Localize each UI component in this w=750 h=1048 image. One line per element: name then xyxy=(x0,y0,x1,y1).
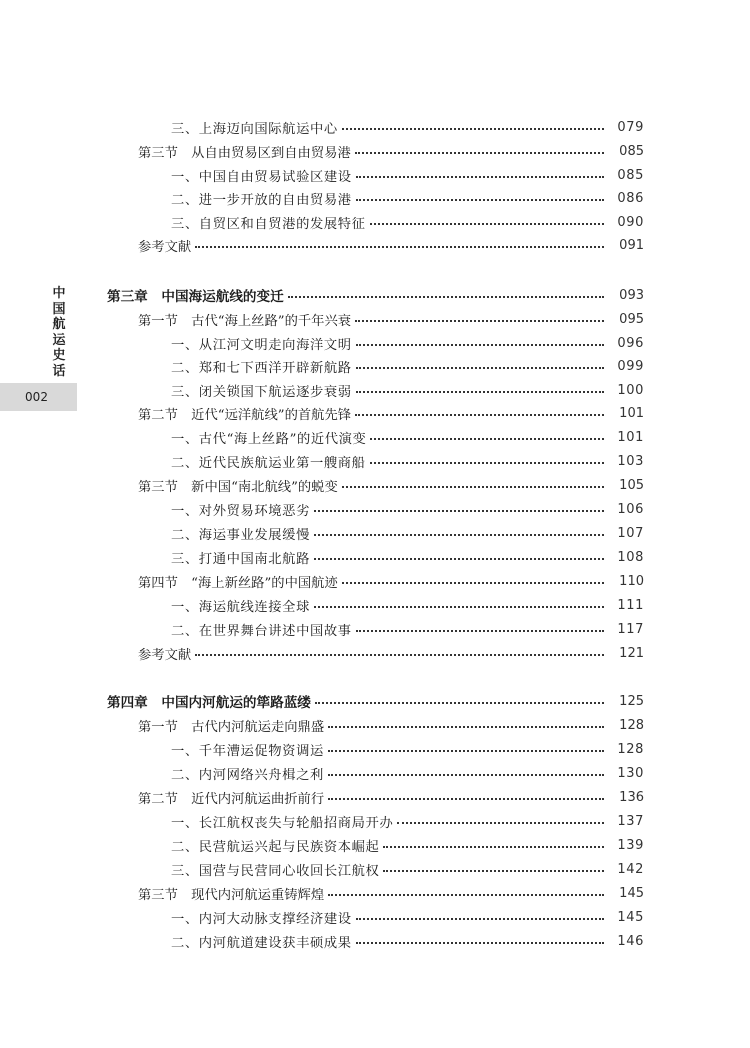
toc-entry-section xyxy=(138,141,644,161)
toc-entry-item xyxy=(171,763,644,783)
toc-entry-page: 125 xyxy=(619,693,644,709)
toc-entry-item xyxy=(171,811,644,831)
toc-entry-item xyxy=(171,739,644,759)
dot-leader xyxy=(356,391,604,393)
toc-entry-section xyxy=(138,403,644,423)
toc-entry-section xyxy=(138,787,644,807)
toc-entry-item xyxy=(171,835,644,855)
toc-entry-section xyxy=(138,309,644,329)
toc-entry-title: 第一节 古代内河航运走向鼎盛 xyxy=(138,719,325,735)
dot-leader xyxy=(328,726,604,728)
dot-leader xyxy=(195,246,604,248)
toc-entry-title: 第二节 近代“远洋航线”的首航先锋 xyxy=(138,407,352,423)
toc-entry-title: 第三节 从自由贸易区到自由贸易港 xyxy=(138,145,351,161)
dot-leader xyxy=(342,582,604,584)
toc-entry-item xyxy=(171,619,644,639)
toc-entry-title: 一、从江河文明走向海洋文明 xyxy=(171,337,352,353)
toc-entry-page: 091 xyxy=(619,237,644,253)
toc-entry-page: 090 xyxy=(617,214,644,230)
dot-leader xyxy=(356,918,604,920)
toc-entry-item xyxy=(171,547,644,567)
dot-leader xyxy=(342,128,604,130)
toc-entry-title: 一、中国自由贸易试验区建设 xyxy=(171,169,352,185)
toc-entry-section xyxy=(138,571,644,591)
toc-entry-page: 103 xyxy=(617,453,644,469)
toc-entry-page: 145 xyxy=(619,885,644,901)
toc-entry-item xyxy=(171,499,644,519)
toc-entry-page: 145 xyxy=(617,909,644,925)
toc-entry-item xyxy=(171,907,644,927)
toc-entry-ref xyxy=(138,235,644,255)
dot-leader xyxy=(370,438,604,440)
toc-entry-title: 一、古代“海上丝路”的近代演变 xyxy=(171,431,367,447)
dot-leader xyxy=(314,606,604,608)
toc-entry-item xyxy=(171,333,644,353)
toc-entry-title: 二、民营航运兴起与民族资本崛起 xyxy=(171,839,380,855)
toc-entry-section xyxy=(138,883,644,903)
toc-entry-title: 第三节 新中国“南北航线”的蜕变 xyxy=(138,479,338,495)
dot-leader xyxy=(356,942,604,944)
toc-entry-page: 101 xyxy=(619,405,644,421)
toc-entry-title: 三、上海迈向国际航运中心 xyxy=(171,121,338,137)
toc-entry-page: 086 xyxy=(617,190,644,206)
toc-entry-page: 128 xyxy=(619,717,644,733)
toc-entry-title: 二、郑和七下西洋开辟新航路 xyxy=(171,360,352,376)
toc-entry-page: 121 xyxy=(619,645,644,661)
toc-entry-title: 一、海运航线连接全球 xyxy=(171,599,310,615)
toc-entry-chapter xyxy=(107,285,644,305)
toc-entry-page: 096 xyxy=(617,335,644,351)
dot-leader xyxy=(355,320,604,322)
toc-entry-page: 095 xyxy=(619,311,644,327)
toc-entry-page: 128 xyxy=(617,741,644,757)
toc-entry-title: 一、对外贸易环境恶劣 xyxy=(171,503,310,519)
dot-leader xyxy=(397,822,604,824)
toc-entry-title: 一、千年漕运促物资调运 xyxy=(171,743,324,759)
toc-entry-item xyxy=(171,859,644,879)
toc-entry-title: 二、近代民族航运业第一艘商船 xyxy=(171,455,366,471)
toc-entry-page: 106 xyxy=(617,501,644,517)
toc-entry-title: 参考文献 xyxy=(138,239,192,255)
toc-entry-page: 146 xyxy=(617,933,644,949)
toc-entry-item xyxy=(171,523,644,543)
dot-leader xyxy=(328,798,604,800)
dot-leader xyxy=(315,702,604,704)
toc-entry-page: 130 xyxy=(617,765,644,781)
toc-entry-item xyxy=(171,117,644,137)
toc-entry-title: 三、国营与民营同心收回长江航权 xyxy=(171,863,380,879)
book-title-vertical: 中国航运史话 xyxy=(52,286,66,379)
toc-entry-item xyxy=(171,165,644,185)
dot-leader xyxy=(383,870,604,872)
dot-leader xyxy=(356,199,604,201)
toc-entry-chapter xyxy=(107,691,644,711)
toc-entry-item xyxy=(171,427,644,447)
toc-entry-title: 二、内河航道建设获丰硕成果 xyxy=(171,935,352,951)
dot-leader xyxy=(370,223,604,225)
toc-entry-title: 第三节 现代内河航运重铸辉煌 xyxy=(138,887,325,903)
toc-entry-page: 093 xyxy=(619,287,644,303)
toc-entry-page: 085 xyxy=(619,143,644,159)
toc-entry-page: 110 xyxy=(619,573,644,589)
toc-entry-title: 参考文献 xyxy=(138,647,192,663)
toc-entry-title: 第四节 “海上新丝路”的中国航迹 xyxy=(138,575,338,591)
toc-entry-section xyxy=(138,475,644,495)
toc-entry-title: 二、内河网络兴舟楫之利 xyxy=(171,767,324,783)
toc-entry-page: 100 xyxy=(617,382,644,398)
toc-entry-title: 二、进一步开放的自由贸易港 xyxy=(171,192,352,208)
toc-entry-item xyxy=(171,188,644,208)
toc-entry-page: 137 xyxy=(617,813,644,829)
toc-entry-item xyxy=(171,380,644,400)
dot-leader xyxy=(355,414,604,416)
toc-entry-page: 105 xyxy=(619,477,644,493)
toc-entry-page: 099 xyxy=(617,358,644,374)
toc-entry-item xyxy=(171,931,644,951)
dot-leader xyxy=(383,846,604,848)
toc-entry-page: 107 xyxy=(617,525,644,541)
toc-entry-page: 136 xyxy=(619,789,644,805)
dot-leader xyxy=(356,630,604,632)
toc-entry-page: 142 xyxy=(617,861,644,877)
toc-entry-title: 一、内河大动脉支撑经济建设 xyxy=(171,911,352,927)
toc-entry-title: 三、闭关锁国下航运逐步衰弱 xyxy=(171,384,352,400)
toc-entry-title: 第一节 古代“海上丝路”的千年兴衰 xyxy=(138,313,352,329)
toc-entry-title: 一、长江航权丧失与轮船招商局开办 xyxy=(171,815,394,831)
dot-leader xyxy=(314,558,604,560)
dot-leader xyxy=(328,750,604,752)
toc-entry-item xyxy=(171,212,644,232)
toc-entry-item xyxy=(171,451,644,471)
toc-entry-page: 139 xyxy=(617,837,644,853)
toc-entry-section xyxy=(138,715,644,735)
toc-entry-page: 117 xyxy=(617,621,644,637)
toc-entry-title: 三、自贸区和自贸港的发展特征 xyxy=(171,216,366,232)
dot-leader xyxy=(356,367,604,369)
dot-leader xyxy=(342,486,604,488)
toc-entry-title: 第四章 中国内河航运的筚路蓝缕 xyxy=(107,695,311,711)
toc-entry-title: 二、在世界舞台讲述中国故事 xyxy=(171,623,352,639)
dot-leader xyxy=(314,510,604,512)
toc-entry-page: 111 xyxy=(617,597,644,613)
dot-leader xyxy=(328,774,604,776)
dot-leader xyxy=(370,462,604,464)
toc-entry-page: 108 xyxy=(617,549,644,565)
toc-entry-ref xyxy=(138,643,644,663)
toc-entry-page: 085 xyxy=(617,167,644,183)
dot-leader xyxy=(356,344,604,346)
dot-leader xyxy=(288,296,604,298)
dot-leader xyxy=(356,176,604,178)
dot-leader xyxy=(314,534,604,536)
page-number: 002 xyxy=(25,390,48,404)
dot-leader xyxy=(328,894,604,896)
dot-leader xyxy=(355,152,604,154)
toc-entry-title: 三、打通中国南北航路 xyxy=(171,551,310,567)
toc-entry-page: 101 xyxy=(617,429,644,445)
toc-entry-title: 第二节 近代内河航运曲折前行 xyxy=(138,791,325,807)
dot-leader xyxy=(195,654,604,656)
toc-entry-title: 第三章 中国海运航线的变迁 xyxy=(107,289,284,305)
toc-entry-item xyxy=(171,595,644,615)
toc-entry-page: 079 xyxy=(617,119,644,135)
toc-entry-title: 二、海运事业发展缓慢 xyxy=(171,527,310,543)
toc-entry-item xyxy=(171,356,644,376)
